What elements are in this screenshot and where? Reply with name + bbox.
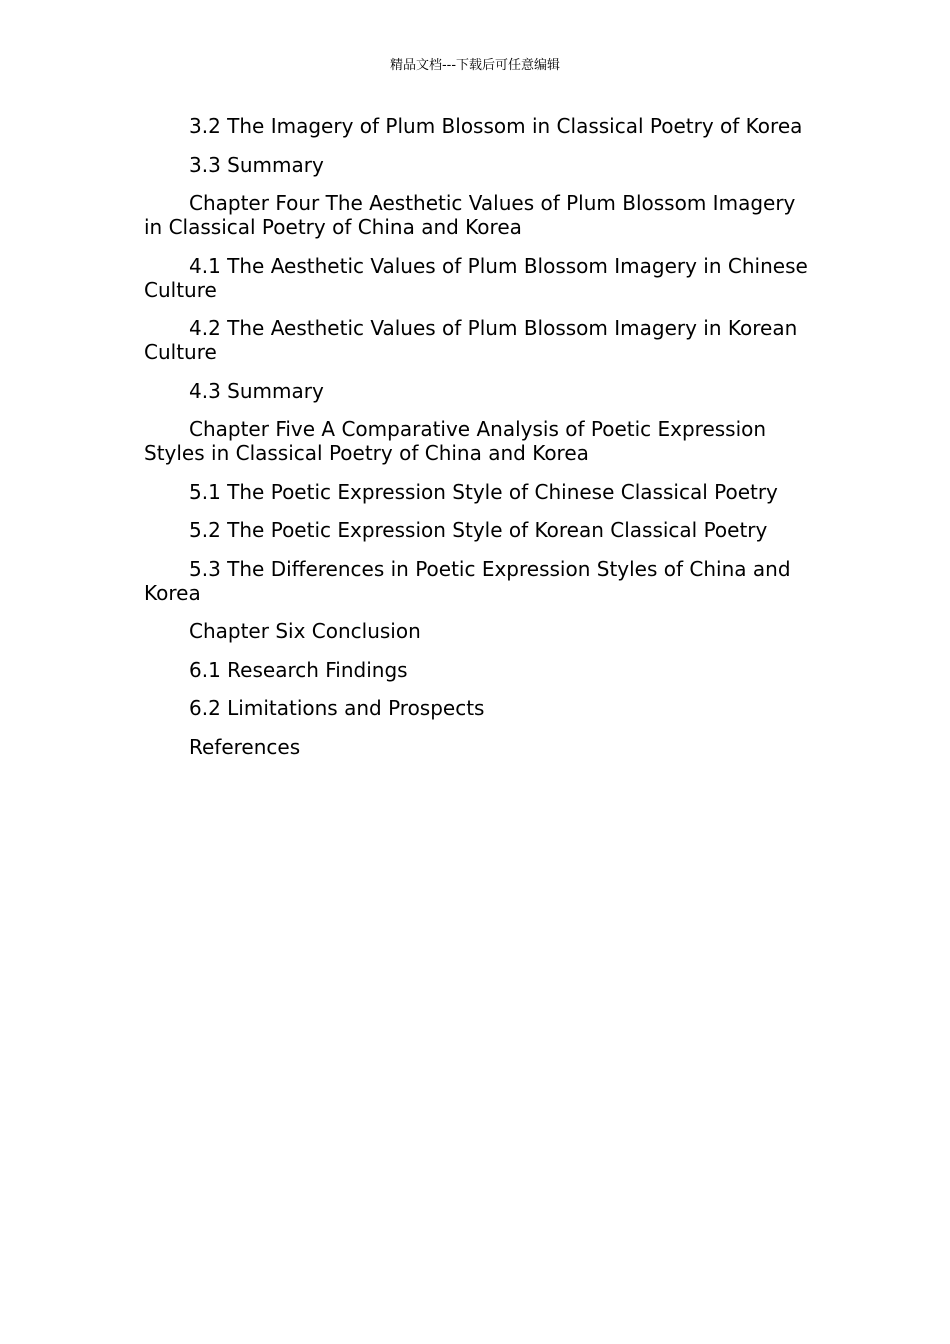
table-of-contents: [144, 114, 812, 773]
toc-entry-6-1: 6.1 Research Findings: [189, 657, 408, 682]
toc-entry-3-3: 3.3 Summary: [189, 152, 324, 177]
toc-entry-5-3: 5.3 The Differences in Poetic Expression Styles of China and Korea: [144, 556, 791, 605]
page-header: 精品文档---下载后可任意编辑: [389, 58, 561, 73]
toc-entry-4-3: 4.3 Summary: [189, 378, 324, 403]
toc-entry-chapter-five: Chapter Five A Comparative Analysis of Poetic Expression Styles in Classical Poetry of China and Korea: [144, 417, 767, 465]
toc-entry-chapter-six: Chapter Six Conclusion: [189, 619, 421, 643]
toc-entry-5-2: 5.2 The Poetic Expression Style of Korean Classical Poetry: [189, 518, 768, 542]
toc-entry-chapter-four: Chapter Four The Aesthetic Values of Plum Blossom Imagery in Classical Poetry of China and Korea: [144, 191, 796, 239]
toc-entry-4-2: 4.2 The Aesthetic Values of Plum Blossom Imagery in Korean Culture: [144, 316, 798, 364]
toc-entry-4-1: 4.1 The Aesthetic Values of Plum Blossom Imagery in Chinese Culture: [144, 253, 808, 302]
toc-entry-3-2: 3.2 The Imagery of Plum Blossom in Classical Poetry of Korea: [189, 114, 803, 138]
toc-entry-5-1: 5.1 The Poetic Expression Style of Chinese Classical Poetry: [189, 479, 778, 504]
toc-entry-6-2: 6.2 Limitations and Prospects: [189, 696, 485, 720]
toc-entry-references: References: [189, 734, 301, 759]
